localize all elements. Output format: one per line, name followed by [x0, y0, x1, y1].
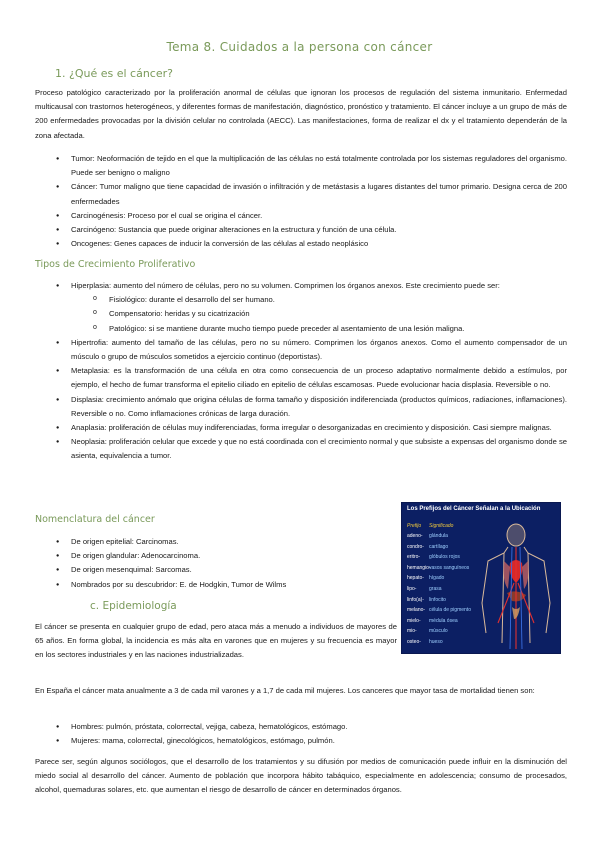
- figure-prefix-row: [407, 639, 443, 645]
- mortality-list: [35, 720, 567, 748]
- sublist-item: o Compensatorio: heridas y su cicatrización: [71, 307, 567, 321]
- epidemiology-paragraph-1: El cáncer se presenta en cualquier grupo de edad, pero ataca más a menudo a individuos de mayores de 65 años. En forma global, la incidencia es más alta en varones que en mujeres y su frecuencia es mayor en los sectores industriales y en las naciones industrializadas.: [35, 622, 397, 660]
- list-item: ● Hombres: pulmón, próstata, colorrectal, vejiga, cabeza, hematológicos, estómago.: [35, 720, 567, 734]
- figure-prefix: hepato-: [407, 575, 424, 582]
- list-item: ● Displasia: crecimiento anómalo que origina células de forma tamaño y disposición indiferenciada (productos químicos, radiaciones, inflamaciones). Reversible o no. Como inflamaciones crónicas de larga duración.: [35, 393, 567, 421]
- figure-prefix: mielo-: [407, 617, 421, 624]
- list-item: ● Tumor: Neoformación de tejido en el que la multiplicación de las células no está totalmente controlada por los sistemas reguladores del organismo. Puede ser benigno o maligno: [35, 152, 567, 180]
- list-item: ● Hipertrofia: aumento del tamaño de las células, pero no su número. Comprimen los órganos anexos. Como el aumento compensador de un músculo o grupo de músculos sometidos a ejercicio continuo (deportistas).: [35, 336, 567, 364]
- section-heading-epidemiologia: c. Epidemiología: [90, 600, 177, 612]
- figure-prefix-row: [407, 533, 448, 539]
- figure-meaning: músculo: [429, 628, 448, 635]
- figure-meaning: glándula: [429, 533, 448, 539]
- figure-meaning: vasos sanguíneos: [429, 564, 470, 571]
- list-item: ● Neoplasia: proliferación celular que excede y que no está coordinada con el crecimiento normal y que subsiste a expensas del organismo donde se asienta, equivalencia a tumor.: [35, 435, 567, 463]
- figure-prefix-row: [407, 596, 446, 603]
- hyperplasia-sublist: [71, 293, 567, 336]
- figure-prefix-row: [407, 554, 460, 561]
- figure-prefix-row: [407, 564, 470, 571]
- figure-prefix: mio-: [407, 628, 417, 635]
- list-item: ● Carcinogénesis: Proceso por el cual se origina el cáncer.: [35, 209, 567, 223]
- figure-prefix: adeno-: [407, 533, 423, 539]
- section-heading-nomenclatura: Nomenclatura del cáncer: [35, 514, 155, 525]
- figure-col-prefix: Prefijo: [407, 523, 422, 529]
- figure-meaning: hígado: [429, 575, 445, 582]
- list-item: ● Nombrados por su descubridor: E. de Hodgkin, Tumor de Wilms: [35, 578, 395, 592]
- sublist-item: o Patológico: si se mantiene durante mucho tiempo puede preceder al asentamiento de una lesión maligna.: [71, 322, 567, 336]
- figure-prefix-row: [407, 628, 448, 635]
- definitions-list: [35, 152, 567, 251]
- sublist-item: o Fisiológico: durante el desarrollo del ser humano.: [71, 293, 567, 307]
- figure-prefix: hemangio-: [407, 564, 431, 571]
- figure-prefix: lipo-: [407, 586, 417, 592]
- figure-prefix: condro-: [407, 543, 424, 550]
- list-item: ● De origen epitelial: Carcinomas.: [35, 535, 395, 549]
- list-item: [35, 279, 567, 336]
- figure-prefix: linfo(a)-: [407, 596, 424, 603]
- cancer-prefixes-figure: [401, 502, 561, 654]
- figure-prefix: melano-: [407, 607, 426, 614]
- figure-prefix-row: [407, 543, 449, 550]
- figure-prefix: osteo-: [407, 639, 421, 645]
- figure-title: Los Prefijos del Cáncer Señalan a la Ubicación: [407, 506, 541, 512]
- growth-list: [35, 279, 567, 464]
- figure-col-meaning: Significado: [429, 523, 454, 529]
- list-item: ● De origen mesenquimal: Sarcomas.: [35, 563, 395, 577]
- list-item: ● Carcinógeno: Sustancia que puede originar alteraciones en la estructura y función de una célula.: [35, 223, 567, 237]
- section-heading-que-es-cancer: 1. ¿Qué es el cáncer?: [55, 67, 173, 80]
- intro-paragraph: Proceso patológico caracterizado por la proliferación anormal de células que ignoran los procesos de regulación del sistema inmunitario. Enfermedad multicausal con trastornos heterogéneos, y diferentes formas de manifestación, diagnóstico, pronóstico y tratamiento. El cáncer incluye a un grupo de más de 200 enfermedades provocadas por la división celular no controlada (AECC). Las manifestaciones, forma de realizar el dx y el tratamiento dependerán de la zona afectada.: [35, 88, 567, 140]
- list-item: ● De origen glandular: Adenocarcinoma.: [35, 549, 395, 563]
- figure-prefix-row: [407, 607, 471, 614]
- figure-meaning: glóbulos rojos: [429, 554, 460, 561]
- list-item: ● Oncogenes: Genes capaces de inducir la conversión de las células al estado neoplásico: [35, 237, 567, 251]
- figure-prefix-row: [407, 586, 442, 592]
- figure-prefix: eritro-: [407, 554, 421, 561]
- list-item: ● Mujeres: mama, colorrectal, ginecológicos, hematológicos, estómago, pulmón.: [35, 734, 567, 748]
- list-item: ● Metaplasia: es la transformación de una célula en otra como consecuencia de un proceso adaptativo normalmente debido a estímulos, por ejemplo, el hecho de fumar transforma el epitelio ciliado en epitelio de células escamosas. Puede evolucionar hacia displasia. Reversible o no.: [35, 364, 567, 392]
- figure-meaning: cartílago: [429, 543, 449, 550]
- human-body-illustration: [474, 523, 554, 653]
- figure-meaning: célula de pigmento: [429, 607, 471, 614]
- figure-meaning: hueso: [429, 639, 443, 645]
- epidemiology-paragraph-2: En España el cáncer mata anualmente a 3 de cada mil varones y a 1,7 de cada mil mujeres. Los canceres que mayor tasa de mortalidad tienen son:: [35, 686, 535, 695]
- list-item: ● Anaplasia: proliferación de células muy indiferenciadas, forma irregular o desorganizadas en crecimiento y disposición. Casi siempre malignas.: [35, 421, 567, 435]
- hyperplasia-text: Hiperplasia: aumento del número de células, pero no su volumen. Comprimen los órganos anexos. Este crecimiento puede ser:: [71, 281, 500, 290]
- figure-meaning: médula ósea: [429, 617, 458, 624]
- document-title: Tema 8. Cuidados a la persona con cáncer: [166, 40, 433, 54]
- figure-meaning: grasa: [429, 586, 442, 592]
- figure-prefix-row: [407, 617, 458, 624]
- nomenclature-list: [35, 535, 395, 592]
- figure-prefix-row: [407, 575, 445, 582]
- epidemiology-paragraph-3: Parece ser, según algunos sociólogos, que el desarrollo de los tratamientos y su difusión por medios de comunicación puede influir en la disminución del miedo social al desarrollo del cáncer. Aumento de población que incorpora hábito tabáquico, especialmente en adolescencia; consumo de procesados, alcohol, quemaduras solares, etc. que aumentan el riesgo de desarrollo de cáncer en determinados órganos.: [35, 757, 567, 795]
- list-item: ● Cáncer: Tumor maligno que tiene capacidad de invasión o infiltración y de metástasis a lugares distantes del tumor primario. Designa cerca de 200 enfermedades: [35, 180, 567, 208]
- section-heading-tipos-crecimiento: Tipos de Crecimiento Proliferativo: [35, 259, 196, 270]
- figure-meaning: linfocito: [429, 596, 446, 603]
